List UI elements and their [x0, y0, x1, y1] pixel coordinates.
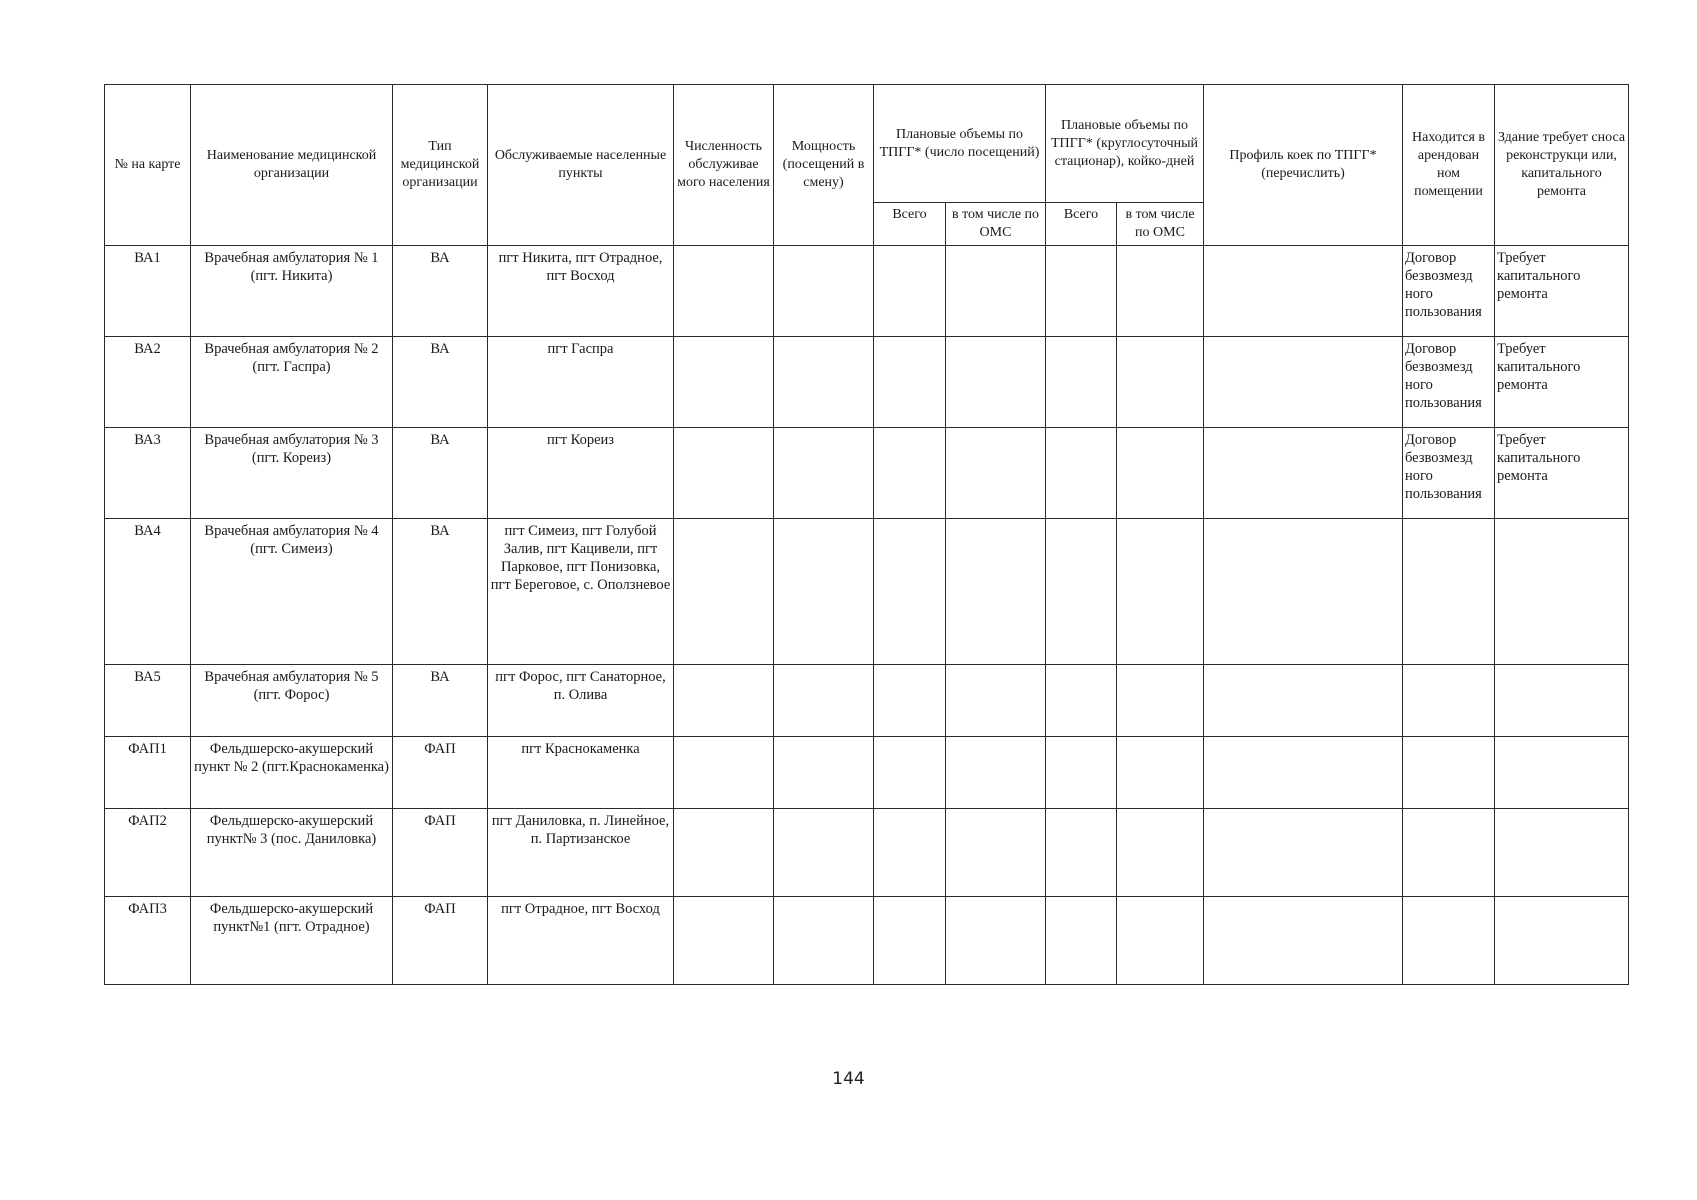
cell-capacity: [774, 737, 874, 809]
cell-beds-profile: [1204, 519, 1403, 665]
cell-name: Фельдшерско-акушерский пункт№1 (пгт. Отрадное): [191, 897, 393, 985]
cell-beds-profile: [1204, 337, 1403, 428]
header-population: Численность обслуживае мого населения: [674, 85, 774, 246]
table-body: [105, 246, 1629, 985]
cell-settlements: пгт Никита, пгт Отрадное, пгт Восход: [488, 246, 674, 337]
header-num: № на карте: [105, 85, 191, 246]
header-visits-group: Плановые объемы по ТПГГ* (число посещений): [874, 85, 1046, 203]
cell-beds-profile: [1204, 246, 1403, 337]
cell-capacity: [774, 809, 874, 897]
cell-type: ФАП: [393, 737, 488, 809]
table-row: [105, 246, 1629, 337]
cell-capacity: [774, 519, 874, 665]
cell-rented: Договор безвозмезд ного пользования: [1403, 337, 1495, 428]
cell-population: [674, 519, 774, 665]
cell-beds-profile: [1204, 428, 1403, 519]
header-name: Наименование медицинской организации: [191, 85, 393, 246]
cell-beds-profile: [1204, 897, 1403, 985]
cell-rented: [1403, 897, 1495, 985]
table-row: [105, 665, 1629, 737]
cell-name: Врачебная амбулатория № 2 (пгт. Гаспра): [191, 337, 393, 428]
cell-population: [674, 665, 774, 737]
cell-visits-total: [874, 428, 946, 519]
cell-name: Фельдшерско-акушерский пункт № 2 (пгт.Краснокаменка): [191, 737, 393, 809]
header-inpatient-total: Всего: [1046, 203, 1117, 246]
header-visits-total: Всего: [874, 203, 946, 246]
cell-capacity: [774, 337, 874, 428]
cell-settlements: пгт Даниловка, п. Линейное, п. Партизанское: [488, 809, 674, 897]
header-building: Здание требует сноса реконструкци или, капитального ремонта: [1495, 85, 1629, 246]
cell-name: Врачебная амбулатория № 3 (пгт. Кореиз): [191, 428, 393, 519]
cell-inpatient-total: [1046, 519, 1117, 665]
cell-settlements: пгт Симеиз, пгт Голубой Залив, пгт Кацивели, пгт Парковое, пгт Понизовка, пгт Береговое, с. Оползневое: [488, 519, 674, 665]
cell-settlements: пгт Гаспра: [488, 337, 674, 428]
cell-inpatient-total: [1046, 897, 1117, 985]
cell-visits-total: [874, 665, 946, 737]
cell-inpatient-oms: [1117, 337, 1204, 428]
cell-rented: [1403, 737, 1495, 809]
cell-capacity: [774, 428, 874, 519]
cell-population: [674, 809, 774, 897]
header-visits-oms: в том числе по ОМС: [946, 203, 1046, 246]
cell-building: [1495, 519, 1629, 665]
cell-visits-oms: [946, 246, 1046, 337]
cell-num: ВА5: [105, 665, 191, 737]
cell-type: ВА: [393, 337, 488, 428]
cell-building: Требует капитального ремонта: [1495, 428, 1629, 519]
table-row: [105, 809, 1629, 897]
cell-inpatient-oms: [1117, 519, 1204, 665]
cell-inpatient-total: [1046, 737, 1117, 809]
cell-visits-total: [874, 246, 946, 337]
cell-num: ФАП2: [105, 809, 191, 897]
cell-rented: Договор безвозмезд ного пользования: [1403, 246, 1495, 337]
cell-inpatient-total: [1046, 809, 1117, 897]
cell-num: ВА3: [105, 428, 191, 519]
cell-beds-profile: [1204, 809, 1403, 897]
cell-inpatient-oms: [1117, 428, 1204, 519]
table-row: [105, 519, 1629, 665]
cell-num: ВА2: [105, 337, 191, 428]
header-type: Тип медицинской организации: [393, 85, 488, 246]
cell-num: ФАП3: [105, 897, 191, 985]
cell-name: Врачебная амбулатория № 1 (пгт. Никита): [191, 246, 393, 337]
header-beds-profile: Профиль коек по ТПГГ* (перечислить): [1204, 85, 1403, 246]
cell-visits-oms: [946, 737, 1046, 809]
cell-capacity: [774, 897, 874, 985]
table-row: [105, 428, 1629, 519]
cell-visits-total: [874, 519, 946, 665]
cell-population: [674, 428, 774, 519]
cell-type: ФАП: [393, 809, 488, 897]
cell-name: Врачебная амбулатория № 5 (пгт. Форос): [191, 665, 393, 737]
cell-settlements: пгт Форос, пгт Санаторное, п. Олива: [488, 665, 674, 737]
cell-settlements: пгт Краснокаменка: [488, 737, 674, 809]
cell-num: ВА4: [105, 519, 191, 665]
cell-visits-oms: [946, 897, 1046, 985]
cell-inpatient-total: [1046, 337, 1117, 428]
cell-type: ВА: [393, 665, 488, 737]
cell-rented: [1403, 519, 1495, 665]
cell-name: Врачебная амбулатория № 4 (пгт. Симеиз): [191, 519, 393, 665]
cell-name: Фельдшерско-акушерский пункт№ 3 (пос. Даниловка): [191, 809, 393, 897]
cell-population: [674, 737, 774, 809]
cell-inpatient-oms: [1117, 809, 1204, 897]
cell-inpatient-total: [1046, 246, 1117, 337]
cell-visits-total: [874, 809, 946, 897]
cell-inpatient-oms: [1117, 897, 1204, 985]
page-number: 144: [832, 1069, 865, 1089]
cell-visits-oms: [946, 428, 1046, 519]
cell-type: ВА: [393, 519, 488, 665]
header-rented: Находится в арендован ном помещении: [1403, 85, 1495, 246]
cell-building: Требует капитального ремонта: [1495, 246, 1629, 337]
cell-inpatient-oms: [1117, 246, 1204, 337]
header-inpatient-oms: в том числе по ОМС: [1117, 203, 1204, 246]
facilities-table: [104, 84, 1629, 985]
table-row: [105, 337, 1629, 428]
header-capacity: Мощность (посещений в смену): [774, 85, 874, 246]
cell-inpatient-oms: [1117, 737, 1204, 809]
cell-population: [674, 897, 774, 985]
cell-inpatient-total: [1046, 665, 1117, 737]
cell-building: [1495, 809, 1629, 897]
cell-inpatient-total: [1046, 428, 1117, 519]
header-settlements: Обслуживаемые населенные пункты: [488, 85, 674, 246]
facilities-table-wrapper: [104, 84, 1628, 985]
cell-settlements: пгт Кореиз: [488, 428, 674, 519]
cell-type: ВА: [393, 428, 488, 519]
cell-visits-oms: [946, 519, 1046, 665]
cell-visits-total: [874, 337, 946, 428]
cell-inpatient-oms: [1117, 665, 1204, 737]
cell-population: [674, 337, 774, 428]
table-row: [105, 737, 1629, 809]
cell-capacity: [774, 665, 874, 737]
cell-rented: [1403, 809, 1495, 897]
cell-rented: [1403, 665, 1495, 737]
cell-rented: Договор безвозмезд ного пользования: [1403, 428, 1495, 519]
cell-building: [1495, 897, 1629, 985]
cell-building: Требует капитального ремонта: [1495, 337, 1629, 428]
cell-num: ФАП1: [105, 737, 191, 809]
cell-visits-oms: [946, 809, 1046, 897]
cell-settlements: пгт Отрадное, пгт Восход: [488, 897, 674, 985]
header-inpatient-group: Плановые объемы по ТПГГ* (круглосуточный стационар), койко-дней: [1046, 85, 1204, 203]
cell-capacity: [774, 246, 874, 337]
cell-visits-oms: [946, 665, 1046, 737]
cell-num: ВА1: [105, 246, 191, 337]
cell-beds-profile: [1204, 737, 1403, 809]
table-row: [105, 897, 1629, 985]
cell-visits-total: [874, 897, 946, 985]
cell-beds-profile: [1204, 665, 1403, 737]
cell-building: [1495, 665, 1629, 737]
cell-type: ВА: [393, 246, 488, 337]
table-header: [105, 85, 1629, 246]
cell-population: [674, 246, 774, 337]
cell-visits-oms: [946, 337, 1046, 428]
cell-type: ФАП: [393, 897, 488, 985]
cell-visits-total: [874, 737, 946, 809]
cell-building: [1495, 737, 1629, 809]
